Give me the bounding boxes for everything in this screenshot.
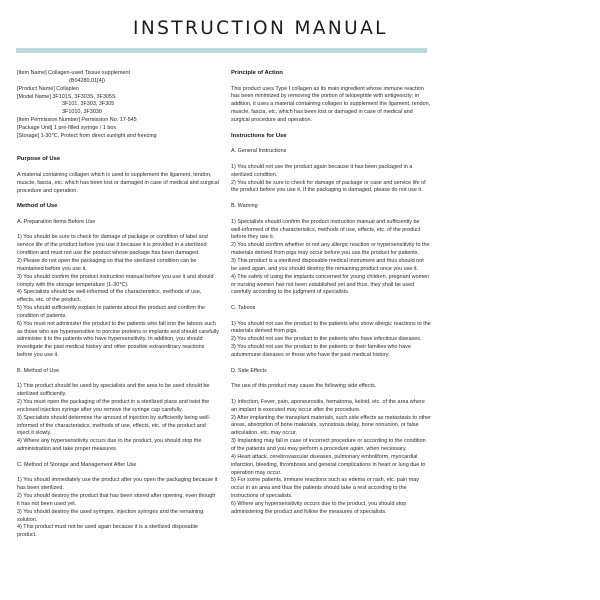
paragraph: 1) You should not use the product to the patients who show allergic reactions to the materials derived from pigs. [231,320,431,335]
spacer [17,454,219,462]
paragraph: 3) Specialists should determine the amount of injection by sufficiently being well-informed of the characteristics, methods of use, effects, etc. of the product and inject it slowly. [17,414,211,437]
paragraph: 1) Infection, Fever, pain, aponeurositis, hematoma, keloid, etc. of the area where an implant is executed may occur after the procedure. [231,398,425,413]
spacer [231,195,431,203]
spacer [17,164,219,172]
paragraph: 2) You should not use the product to the patients who have infectious diseases. [231,336,422,343]
paragraph: 4) The safety of using the implants concerned for young children, pregnant women or nursing women has not been established yet and thus, they shall be used carefully according to the judgment of specialists. [231,273,430,296]
paragraph: C. Taboos [231,304,256,311]
paragraph: 3) You should destroy the used syringes, injection syringes and the remaining solution. [17,508,204,523]
paragraph: 1) You should not use the product again because it has been packaged in a sterilized condition. [231,163,413,178]
paragraph: [Product Name] Collapleo [17,85,79,92]
paragraph: 4) Where any hypersensitivity occurs due to the product, you should stop the administration and take proper measures. [17,438,202,453]
paragraph: B. Method of Use [17,367,60,374]
paragraph: 1) You should be sure to check for damage of package or condition of label and service life of the product before you use it because it is provided in a sterilized condition and must not use the product whose package has been damaged. [17,234,208,257]
paragraph: 5) You should sufficiently explain to patients about the product and confirm the condition of patients. [17,305,205,319]
paragraph: 3F1010, 3F3030 [62,109,102,116]
left-column [17,70,219,540]
section-heading: Method of Use [17,203,58,210]
paragraph: D. Side Effects [231,367,267,374]
spacer [231,125,431,133]
paragraph: C. Method of Storage and Management After Use [17,461,137,468]
spacer [231,360,431,368]
paragraph: [Item Permission Number] Permission No. 17-545 [17,117,137,124]
paragraph: 3) This product is a sterilized disposable medical instrument and thus should not be used again, and you should destroy the remaining product once you use it. [231,257,424,272]
spacer [17,141,219,149]
paragraph: 4) Heart attack, cerebrovascular diseases, pulmonary emboliform, myocardial infarction, bleeding, thrombosis and general complications in heart or lung due to operation may occur. [231,453,426,476]
paragraph: 6) You must not administer the product to the patients who fall into the taboos such as those who are hypersensitive to porcine proteins or implants and should carefully administer it to the patients who have hypersensitivity. In addition, you should investigate the past medical history and other possible extraordinary reactions before you use it. [17,320,219,359]
spacer [17,470,219,478]
spacer [231,141,431,149]
paragraph: 3) You should not use the product to the patients or their families who have autoimmune diseases or those who have the past medical history. [231,344,411,358]
paragraph: 4) Specialists should be well-informed of the characteristics, methods of use, effects, etc. of the product. [17,289,202,304]
paragraph: This product uses Type I collagen as its main ingredient whose immune reaction has been minimized by removing the portion of telopeptide with antigenicity; in addition, it uses a material containing collagen to supplement the ligament, tendon, muscle, fascia, etc. which has been lost or damaged in case of medical and surgical procedure and operation. [231,85,431,124]
paragraph: 3F101, 3F303, 3F305 [62,101,115,108]
paragraph: [Package Unit] 1 pre-filled syringe / 1 box [17,124,117,131]
spacer [17,227,219,235]
paragraph: [Model Name] 3F101S, 3F303S, 3F305S [17,93,116,100]
paragraph: 1) Specialists should confirm the product instruction manual and sufficiently be well-informed of the characteristics, methods of use, effects, etc. of the product before they use it. [231,218,421,241]
spacer [231,78,431,86]
paragraph: 4) This product must not be used again because it is a sterilized disposable product. [17,524,198,539]
paragraph: [Item Name] Collagen-used Tissue supplement [17,70,131,76]
paragraph: 2) Please do not open the packaging so that the sterilized condition can be maintained before you use it. [17,257,197,272]
spacer [231,313,431,321]
paragraph: 1) This product should be used by specialists and the area to be used should be sterilized sufficiently. [17,383,210,398]
spacer [231,391,431,399]
paragraph: 2) After implanting the transplant materials, such side effects as metastasis to other areas, absorption of bone materials, synostosis delay, bone nonunion, or false articulation, etc. may occur. [231,414,431,437]
spacer [17,195,219,203]
paragraph: 5) For some patients, immune reactions such as edema or rash, etc. pain may occur in an area and thus the patients should take a rest according to the instructions of specialists. [231,477,419,500]
spacer [17,360,219,368]
section-heading: Purpose of Use [17,156,61,163]
paragraph: 2) You should destroy the product that has been stored after opening, even though it has not been used yet. [17,493,216,507]
paragraph: (B04280.01[4]) [69,77,105,84]
paragraph: A. General Instructions [231,148,287,155]
spacer [231,211,431,219]
spacer [231,156,431,164]
paragraph: A. Preparation Items Before Use [17,218,96,225]
page-title: INSTRUCTION MANUAL [133,18,388,39]
spacer [231,375,431,383]
accent-bar [16,48,427,53]
paragraph: B. Warning [231,203,258,210]
right-column [231,70,431,517]
paragraph: 6) Where any hypersensitivity occurs due to the product, you should stop administering the product and follow the measures of specialists. [231,500,407,515]
paragraph: The use of this product may cause the following side effects. [231,383,377,390]
paragraph: 2) You should confirm whether or not any allergic reaction or hypersensitivity to the materials derived from pigs may occur before you use the product for patients. [231,242,430,257]
spacer [17,211,219,219]
paragraph: A material containing collagen which is used to supplement the ligament, tendon, muscle, fascia, etc. which has been lost or damaged in case of medical and surgical procedure and operation. [17,171,219,194]
spacer [17,148,219,156]
paragraph: 1) You should immediately use the product after you open the packaging because it has been sterilized. [17,477,218,492]
section-heading: Principle of Action [231,70,283,76]
paragraph: 2) You must open the packaging of the product in a sterilized place and twist the enclosed injection syringe after you remove the syringe cap carefully. [17,399,210,413]
paragraph: 3) You should confirm the product instruction manual before you use it and should comply with the storage temperature (1-30℃). [17,273,214,288]
paragraph: [Storage] 1-30℃, Protect from direct sunlight and freezing [17,132,157,139]
paragraph: 2) You should be sure to check for damage of package or case and service life of the product before you use it. If the packaging is damaged, please do not use it. [231,179,426,194]
spacer [231,297,431,305]
section-heading: Instructions for Use [231,132,287,139]
spacer [17,376,219,384]
paragraph: 3) Implanting may fail in case of incorrect procedure or according to the condition of the patients and you may perform a procedure again, when necessary. [231,438,426,452]
